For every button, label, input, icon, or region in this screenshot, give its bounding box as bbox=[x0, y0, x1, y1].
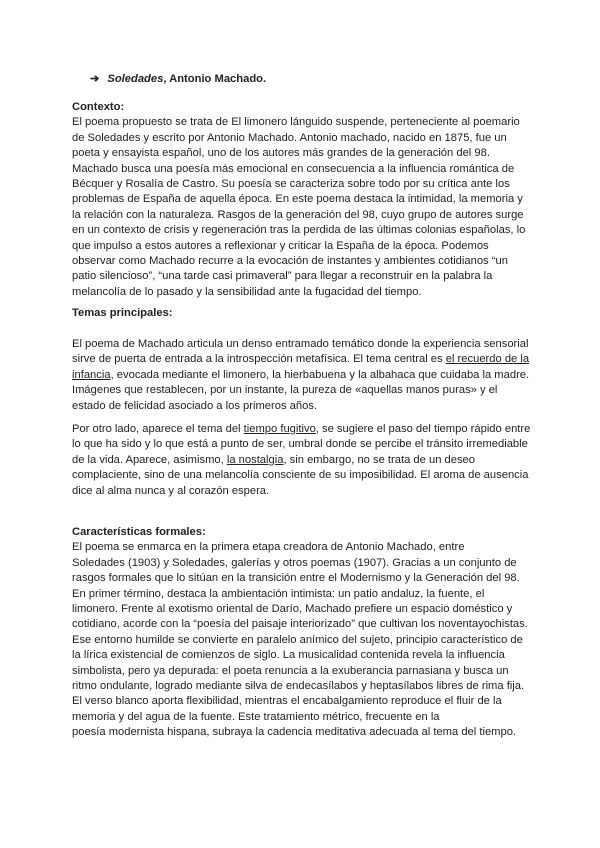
temas-heading: Temas principales: bbox=[72, 307, 173, 319]
contexto-line: El poema propuesto se trata de El limonero lánguido suspende, perteneciente al poemario bbox=[72, 116, 520, 129]
temas-paragraph-1 bbox=[72, 337, 530, 414]
temas-paragraph-2 bbox=[72, 422, 530, 499]
contexto-line: problemas de España de aquella época. En este poema destaca la intimidad, la memoria y bbox=[72, 193, 523, 206]
caracteristicas-line: poesía modernista hispana, subraya la cadencia meditativa adecuada al tema del tiempo. bbox=[72, 726, 517, 739]
underlined-phrase: el recuerdo de la bbox=[445, 353, 530, 366]
temas-line: dice al alma nunca y al corazón espera. bbox=[72, 484, 270, 497]
caracteristicas-line: ritmo ondulante, logrado mediante silva de endecasílabos y heptasílabos libres de rima fija. bbox=[72, 680, 525, 693]
contexto-line: poeta y ensayista español, uno de los autores más grandes de la generación del 98. bbox=[72, 147, 490, 160]
caracteristicas-line: simbolista, pero ya depurada: el poeta renuncia a la exuberancia parnasiana y busca un bbox=[72, 664, 509, 677]
work-title: Soledades bbox=[107, 73, 164, 85]
work-title-line bbox=[90, 72, 266, 87]
temas-line: estado de felicidad asociado a los primeros años. bbox=[72, 399, 318, 412]
caracteristicas-line: Soledades (1903) y Soledades, galerías y otros poemas (1907). Gracias a un conjunto de bbox=[72, 556, 517, 569]
contexto-section bbox=[72, 100, 530, 300]
temas-line: lo que ha sido y lo que está a punto de ser, umbral donde se percibe el tránsito irremediable bbox=[72, 438, 528, 451]
caracteristicas-line: memoria y del agua de la fuente. Este tratamiento métrico, frecuente en la bbox=[72, 710, 440, 723]
contexto-line: de Soledades y escrito por Antonio Machado. Antonio machado, nacido en 1875, fue un bbox=[72, 131, 507, 144]
temas-heading-block bbox=[72, 306, 530, 321]
caracteristicas-line: En primer término, destaca la ambientación intimista: un patio andaluz, la fuente, el bbox=[72, 587, 485, 600]
contexto-line: observar como Machado recurre a la evocación de instantes y ambientes cotidianos “un bbox=[72, 255, 508, 268]
temas-text: Por otro lado, aparece el tema del bbox=[72, 423, 244, 435]
contexto-line: la relación con la naturaleza. Rasgos de la generación del 98, cuyo grupo de autores surge bbox=[72, 208, 524, 221]
contexto-line: Machado busca una poesía más emocional en consecuencia a la influencia romántica de bbox=[72, 162, 515, 175]
temas-text: , sin embargo, no se trata de un deseo bbox=[283, 453, 476, 466]
temas-line: El poema de Machado articula un denso entramado temático donde la experiencia sensorial bbox=[72, 338, 529, 350]
contexto-line: en un contexto de crisis y regeneración tras la perdida de las últimas colonias españolas, lo bbox=[72, 224, 526, 237]
caracteristicas-line: rasgos formales que lo sitúan en la transición entre el Modernismo y la Generación del 98. bbox=[72, 572, 520, 585]
temas-line bbox=[72, 368, 530, 383]
contexto-line: Bécquer y Rosalía de Castro. Su poesía se caracteriza sobre todo por su crítica ante los bbox=[72, 178, 510, 191]
temas-text: , evocada mediante el limonero, la hierbabuena y la albahaca que cuidaba la madre. bbox=[110, 368, 530, 381]
temas-text: , se sugiere el paso del tiempo rápido entre bbox=[315, 423, 531, 435]
caracteristicas-line: cotidiano, acorde con la “poesía del paisaje interiorizado” que cultivan los noventayochistas. bbox=[72, 618, 528, 631]
temas-line: Imágenes que restablecen, por un instante, la pureza de «aquellas manos puras» y el bbox=[72, 384, 498, 397]
contexto-line: patio silencioso”, “una tarde casi primaveral” para llegar a reconstruir en la palabra la bbox=[72, 270, 493, 283]
caracteristicas-line: la lírica existencial de comienzos de siglo. La musicalidad contenida revela la influencia bbox=[72, 649, 505, 662]
caracteristicas-section bbox=[72, 525, 530, 741]
caracteristicas-line: El poema se enmarca en la primera etapa creadora de Antonio Machado, entre bbox=[72, 541, 465, 554]
temas-line: complaciente, sino de una melancolía consciente de su imposibilidad. El aroma de ausencia bbox=[72, 469, 529, 482]
contexto-line: que impulso a estos autores a reflexionar y criticar la España de la época. Podemos bbox=[72, 239, 489, 252]
caracteristicas-line: limonero. Frente al exotismo oriental de Darío, Machado prefiere un espacio doméstico y bbox=[72, 603, 513, 616]
work-author: , Antonio Machado. bbox=[163, 73, 267, 85]
temas-line bbox=[72, 422, 530, 437]
underlined-phrase: tiempo fugitivo bbox=[243, 423, 316, 435]
caracteristicas-heading: Características formales: bbox=[72, 526, 206, 538]
contexto-line: melancolía de lo pasado y la sensibilidad ante la fugacidad del tiempo. bbox=[72, 285, 422, 298]
temas-line bbox=[72, 352, 530, 367]
caracteristicas-line: Ese entorno humilde se convierte en paralelo anímico del sujeto, principio característico de bbox=[72, 633, 523, 646]
caracteristicas-line: El verso blanco aporta flexibilidad, mientras el encabalgamiento reproduce el fluir de la bbox=[72, 695, 502, 708]
contexto-heading: Contexto: bbox=[72, 101, 125, 113]
temas-text: de la vida. Aparece, asimismo, bbox=[72, 453, 227, 466]
underlined-phrase: la nostalgia bbox=[226, 453, 284, 466]
arrow-bullet-icon: ➔ bbox=[90, 73, 100, 85]
underlined-phrase: infancia bbox=[72, 368, 111, 381]
temas-line bbox=[72, 453, 530, 468]
temas-text: sirve de puerta de entrada a la introspección metafísica. El tema central es bbox=[72, 353, 446, 366]
